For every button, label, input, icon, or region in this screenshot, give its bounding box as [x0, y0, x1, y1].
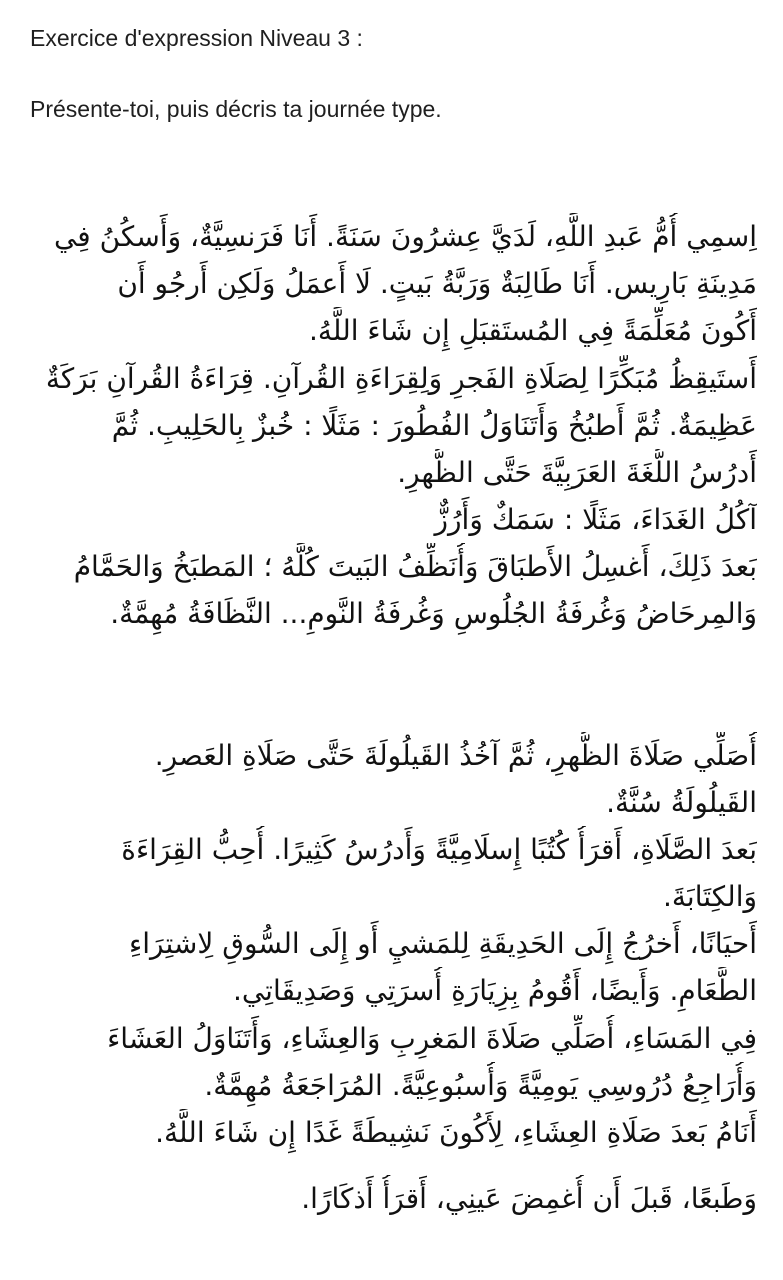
- text-line: بَعدَ ذَلِكَ، أَغسِلُ الأَطبَاقَ وَأُنَظِّفُ البَيتَ كُلَّهُ ؛ المَطبَخُ وَالحَمَّامُ: [73, 550, 757, 583]
- text-line: أَستَيقِظُ مُبَكِّرًا لِصَلَاةِ الفَجرِ وَلِقِرَاءَةِ القُرآنِ. قِرَاءَةُ القُرآنِ بَرَكَةٌ: [45, 362, 757, 395]
- exercise-instruction: Présente-toi, puis décris ta journée type.: [30, 96, 442, 122]
- text-line: مَدِينَةِ بَارِيس. أَنَا طَالِبَةٌ وَرَبَّةُ بَيتٍ. لَا أَعمَلُ وَلَكِن أَرجُو أَن: [117, 267, 757, 300]
- text-line: وَالمِرحَاضُ وَغُرفَةُ الجُلُوسِ وَغُرفَةُ النَّومِ... النَّظَافَةُ مُهِمَّةٌ.: [110, 597, 757, 630]
- text-line: فِي المَسَاءِ، أُصَلِّي صَلَاةَ المَغرِبِ وَالعِشَاءِ، وَأَتَنَاوَلُ العَشَاءَ: [107, 1022, 757, 1055]
- text-line: أَكُونَ مُعَلِّمَةً فِي المُستَقبَلِ إِن شَاءَ اللَّهُ.: [309, 314, 757, 347]
- text-line: الطَّعَامِ. وَأَيضًا، أَقُومُ بِزِيَارَةِ أُسرَتِي وَصَدِيقَاتِي.: [232, 974, 757, 1007]
- text-line: أَنَامُ بَعدَ صَلَاةِ العِشَاءِ، لِأَكُونَ نَشِيطَةً غَدًا إِن شَاءَ اللَّهُ.: [155, 1116, 757, 1149]
- paragraph-introduction: [30, 213, 757, 354]
- paragraph-morning: [30, 355, 757, 637]
- paragraph-closing: [30, 1175, 757, 1222]
- text-line: وَطَبعًا، قَبلَ أَن أُغمِضَ عَينِي، أَقرَأُ أَذكَارًا.: [301, 1182, 757, 1215]
- text-line: وَالكِتَابَةَ.: [663, 880, 757, 913]
- text-line: بَعدَ الصَّلَاةِ، أَقرَأُ كُتُبًا إِسلَامِيَّةً وَأَدرُسُ كَثِيرًا. أُحِبُّ القِرَاءَةَ: [121, 833, 757, 866]
- paragraph-evening: [30, 1015, 757, 1156]
- text-line: عَظِيمَةٌ. ثُمَّ أَطبُخُ وَأَتَنَاوَلُ الفُطُورَ : مَثَلًا : خُبزٌ بِالحَلِيبِ. ثُمَّ: [111, 409, 757, 442]
- text-line: آكُلُ الغَدَاءَ، مَثَلًا : سَمَكٌ وَأَرُزٌّ: [434, 503, 757, 536]
- text-line: أَدرُسُ اللُّغَةَ العَرَبِيَّةَ حَتَّى الظُّهرِ.: [397, 456, 757, 489]
- text-line: أَحيَانًا، أَخرُجُ إِلَى الحَدِيقَةِ لِلمَشيِ أَو إِلَى السُّوقِ لِاشتِرَاءِ: [129, 927, 757, 960]
- text-line: اِسمِي أُمُّ عَبدِ اللَّهِ، لَدَيَّ عِشرُونَ سَنَةً. أَنَا فَرَنسِيَّةٌ، وَأَسكُنُ فِي: [53, 220, 757, 253]
- exercise-title: Exercice d'expression Niveau 3 :: [30, 25, 363, 51]
- text-line: القَيلُولَةُ سُنَّةٌ.: [606, 786, 757, 819]
- text-line: أُصَلِّي صَلَاةَ الظُّهرِ، ثُمَّ آخُذُ القَيلُولَةَ حَتَّى صَلَاةِ العَصرِ.: [154, 739, 757, 772]
- text-line: وَأُرَاجِعُ دُرُوسِي يَومِيَّةً وَأُسبُوعِيَّةً. المُرَاجَعَةُ مُهِمَّةٌ.: [204, 1069, 757, 1102]
- paragraph-afternoon: [30, 732, 757, 1014]
